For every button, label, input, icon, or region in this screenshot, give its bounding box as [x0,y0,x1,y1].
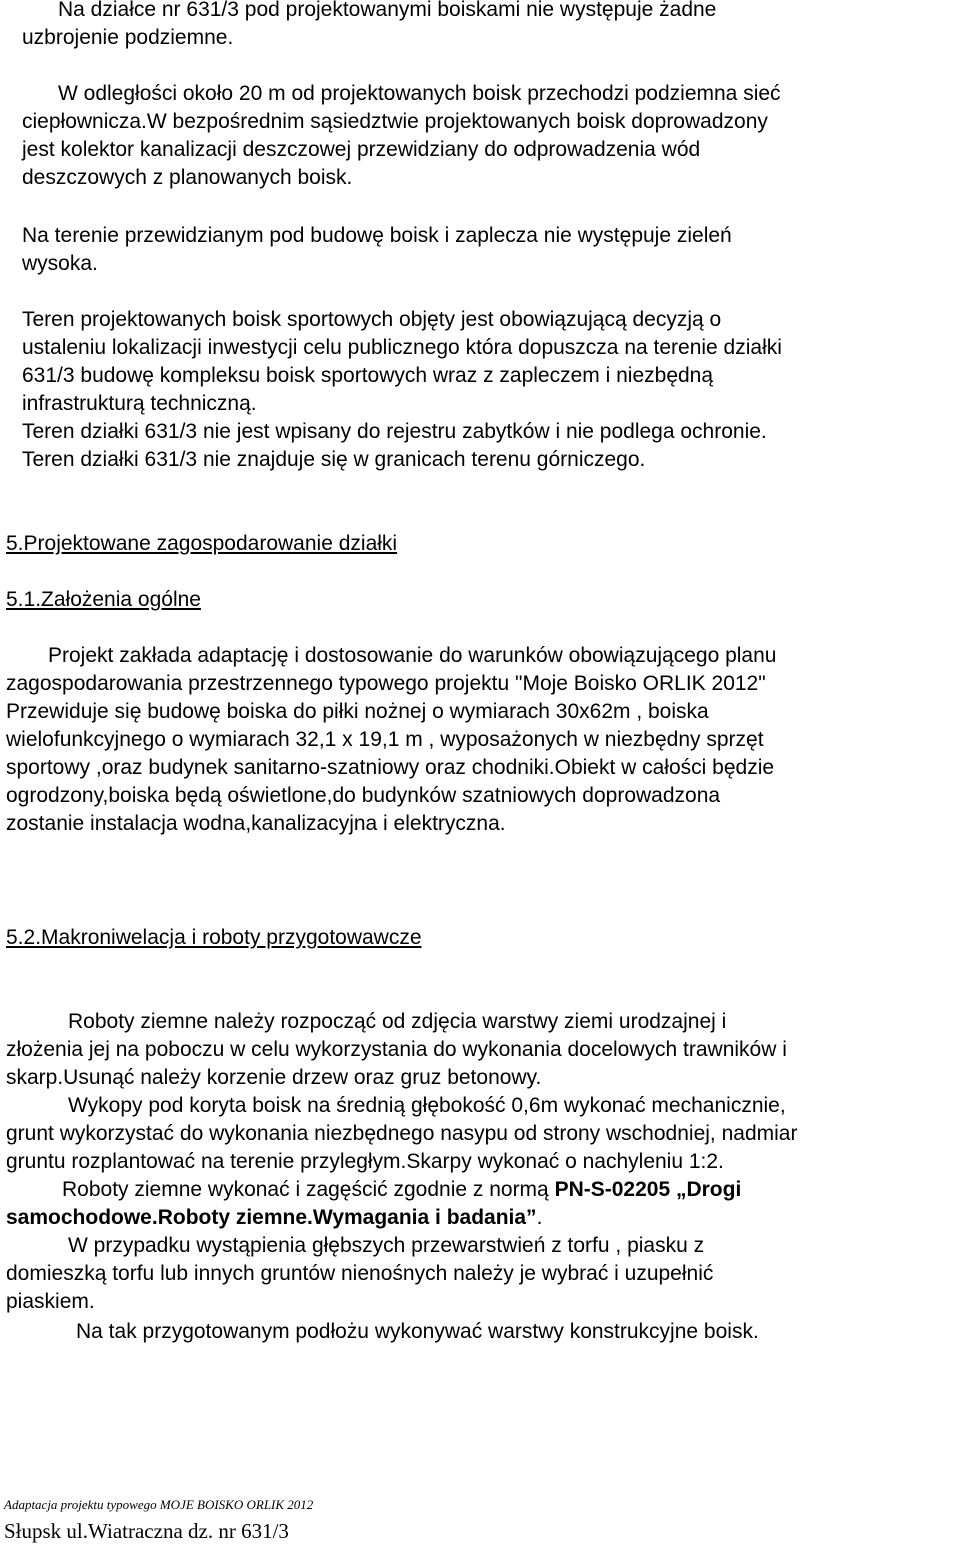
section-heading: 5.Projektowane zagospodarowanie działki [6,532,398,555]
paragraph-line: skarp.Usunąć należy korzenie drzew oraz gruz betonowy. [6,1066,542,1089]
intro-line: wysoka. [22,252,98,275]
norm-title: samochodowe.Roboty ziemne.Wymagania i badania” [6,1206,537,1229]
paragraph-line [6,1204,960,1232]
intro-line: 631/3 budowę kompleksu boisk sportowych wraz z zapleczem i niezbędną [22,364,714,387]
paragraph-line: Projekt zakłada adaptację i dostosowanie do warunków obowiązującego planu [48,644,777,667]
paragraph-line: gruntu rozplantować na terenie przyległym.Skarpy wykonać o nachyleniu 1:2. [6,1150,724,1173]
paragraph-line: zagospodarowania przestrzennego typowego projektu "Moje Boisko ORLIK 2012" [6,672,766,695]
subsection-heading: 5.1.Założenia ogólne [6,588,201,611]
paragraph-line: ogrodzony,boiska będą oświetlone,do budynków szatniowych doprowadzona [6,784,721,807]
footer-location: Słupsk ul.Wiatraczna dz. nr 631/3 [4,1519,289,1543]
intro-line: W odległości około 20 m od projektowanych boisk przechodzi podziemna sieć [58,82,781,105]
subsection-heading: 5.2.Makroniwelacja i roboty przygotowawcze [6,926,422,949]
paragraph-line: zostanie instalacja wodna,kanalizacyjna i elektryczna. [6,812,506,835]
intro-line: ciepłownicza.W bezpośrednim sąsiedztwie projektowanych boisk doprowadzony [22,110,768,133]
paragraph-line [62,1176,960,1204]
paragraph-line: piaskiem. [6,1290,95,1313]
intro-line: Teren projektowanych boisk sportowych objęty jest obowiązującą decyzją o [22,308,722,331]
intro-line: Teren działki 631/3 nie jest wpisany do rejestru zabytków i nie podlega ochronie. [22,420,767,443]
footer-project-title: Adaptacja projektu typowego MOJE BOISKO ORLIK 2012 [4,1497,314,1512]
norm-reference: PN-S-02205 „Drogi [554,1178,742,1201]
paragraph-line: Przewiduje się budowę boiska do piłki nożnej o wymiarach 30x62m , boiska [6,700,709,723]
paragraph-line: domieszką torfu lub innych gruntów nienośnych należy je wybrać i uzupełnić [6,1262,714,1285]
paragraph-line: Roboty ziemne należy rozpocząć od zdjęcia warstwy ziemi urodzajnej i [68,1010,727,1033]
intro-line: jest kolektor kanalizacji deszczowej przewidziany do odprowadzenia wód [22,138,701,161]
intro-line: infrastrukturą techniczną. [22,392,257,415]
paragraph-line: W przypadku wystąpienia głębszych przewarstwień z torfu , piasku z [68,1234,705,1257]
paragraph-line: Na tak przygotowanym podłożu wykonywać warstwy konstrukcyjne boisk. [76,1320,759,1343]
intro-line: deszczowych z planowanych boisk. [22,166,353,189]
paragraph-line: wielofunkcyjnego o wymiarach 32,1 x 19,1 m , wyposażonych w niezbędny sprzęt [6,728,764,751]
intro-line: Teren działki 631/3 nie znajduje się w granicach terenu górniczego. [22,448,646,471]
paragraph-line: sportowy ,oraz budynek sanitarno-szatniowy oraz chodniki.Obiekt w całości będzie [6,756,775,779]
paragraph-line: złożenia jej na poboczu w celu wykorzystania do wykonania docelowych trawników i [6,1038,787,1061]
paragraph-line: grunt wykorzystać do wykonania niezbędnego nasypu od strony wschodniej, nadmiar [6,1122,798,1145]
intro-line: uzbrojenie podziemne. [22,26,234,49]
intro-line: Na terenie przewidzianym pod budowę boisk i zaplecza nie występuje zieleń [22,224,732,247]
norm-intro-text: Roboty ziemne wykonać i zagęścić zgodnie z normą [62,1178,555,1201]
intro-line: ustaleniu lokalizacji inwestycji celu publicznego która dopuszcza na terenie działki [22,336,782,359]
norm-end: . [536,1206,543,1229]
paragraph-line: Wykopy pod koryta boisk na średnią głębokość 0,6m wykonać mechanicznie, [68,1094,786,1117]
intro-line: Na działce nr 631/3 pod projektowanymi boiskami nie występuje żadne [58,0,717,21]
